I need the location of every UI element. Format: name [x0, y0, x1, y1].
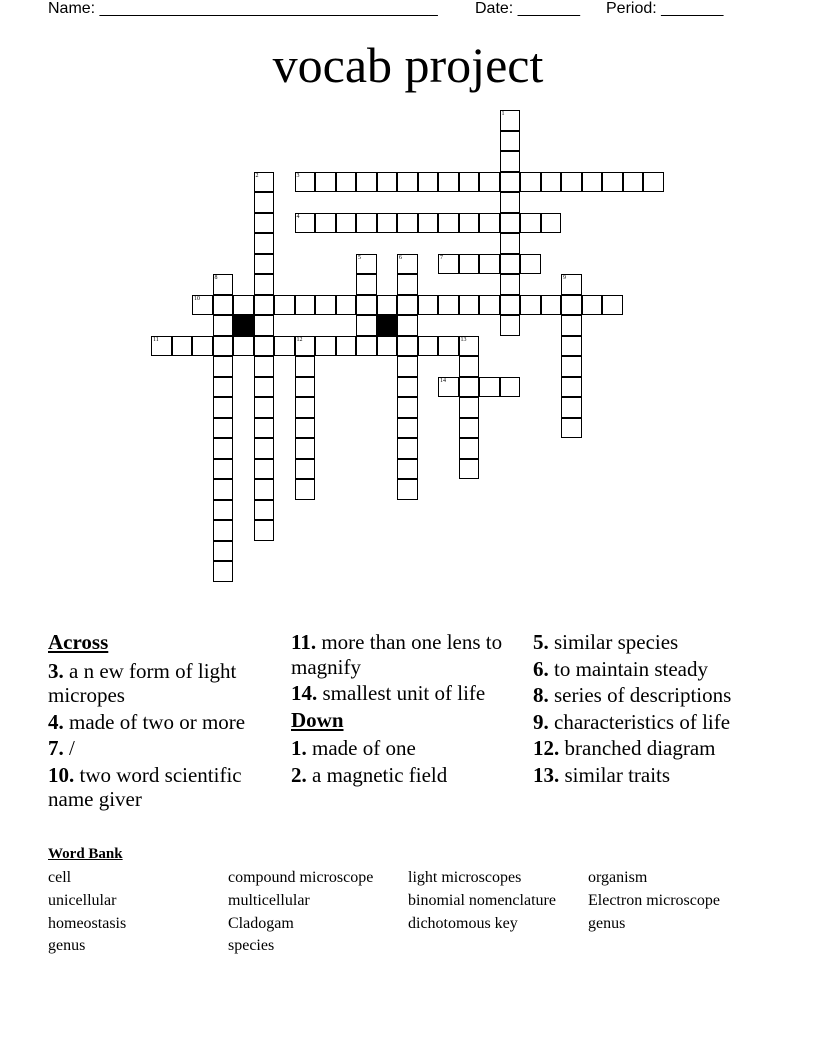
period-field: Period: _______ — [606, 0, 724, 17]
crossword-cell[interactable] — [336, 213, 357, 234]
crossword-cell[interactable] — [500, 254, 521, 275]
word-bank-item: cell — [48, 869, 72, 886]
crossword-cell[interactable] — [315, 336, 336, 357]
crossword-cell[interactable] — [500, 233, 521, 254]
clue-across-4: 4. made of two or more — [48, 709, 246, 734]
crossword-cell[interactable] — [295, 172, 316, 193]
crossword-cell[interactable] — [520, 213, 541, 234]
clue-number: 11 — [153, 336, 159, 343]
name-field: Name: ______________________________________ — [48, 0, 438, 17]
crossword-cell[interactable] — [541, 213, 562, 234]
crossword-cell[interactable] — [500, 295, 521, 316]
word-bank-item: species — [228, 937, 275, 955]
crossword-cell[interactable] — [500, 192, 521, 213]
crossword-cell[interactable] — [602, 295, 623, 316]
crossword-cell[interactable] — [500, 172, 521, 193]
crossword-cell[interactable] — [397, 459, 418, 480]
word-bank-item: organism — [588, 869, 648, 886]
crossword-cell[interactable] — [397, 172, 418, 193]
clue-number: 8 — [214, 275, 218, 281]
crossword-cell[interactable] — [295, 295, 316, 316]
crossword-cell[interactable] — [397, 336, 418, 357]
crossword-cell[interactable] — [213, 356, 234, 377]
crossword-cell[interactable] — [459, 418, 480, 439]
crossword-cell[interactable] — [295, 438, 316, 459]
crossword-cell[interactable] — [500, 151, 521, 172]
crossword-cell[interactable] — [397, 356, 418, 377]
crossword-cell[interactable] — [254, 356, 275, 377]
crossword-cell[interactable] — [582, 295, 603, 316]
crossword-cell[interactable] — [438, 336, 459, 357]
crossword-cell[interactable] — [500, 377, 521, 398]
crossword-cell[interactable] — [213, 397, 234, 418]
crossword-cell[interactable] — [438, 213, 459, 234]
crossword-cell[interactable] — [397, 418, 418, 439]
crossword-cell[interactable] — [561, 418, 582, 439]
clue-down-5: 5. similar species — [533, 630, 679, 654]
clue-number: 2 — [255, 172, 259, 179]
crossword-cell[interactable] — [561, 377, 582, 398]
word-bank-item: compound microscope — [228, 869, 374, 886]
crossword-cell[interactable] — [295, 418, 316, 439]
word-bank-item: binomial nomenclature — [408, 891, 556, 909]
crossword-cell[interactable] — [541, 172, 562, 193]
crossword-cell[interactable] — [192, 336, 213, 357]
word-bank-column-3 — [408, 867, 556, 935]
clue-number: 10 — [194, 295, 200, 302]
crossword-cell[interactable] — [520, 254, 541, 275]
clue-number: 5 — [358, 254, 361, 261]
crossword-cell[interactable] — [213, 520, 234, 541]
crossword-cell[interactable] — [213, 274, 234, 295]
crossword-cell[interactable] — [295, 336, 316, 357]
crossword-cell[interactable] — [397, 254, 418, 275]
crossword-cell[interactable] — [459, 213, 480, 234]
crossword-cell[interactable] — [315, 172, 336, 193]
crossword-cell[interactable] — [459, 254, 480, 275]
clue-across-3: 3. a n ew form of light micropes — [48, 658, 237, 707]
crossword-cell[interactable] — [213, 459, 234, 480]
across-heading: Across — [48, 630, 109, 654]
clue-down-12: 12. branched diagram — [533, 736, 716, 760]
crossword-cell[interactable] — [213, 541, 234, 562]
word-bank-item: Cladogam — [228, 914, 294, 932]
crossword-black-cell — [233, 315, 254, 336]
crossword-cell[interactable] — [254, 418, 275, 439]
crossword-cell[interactable] — [213, 336, 234, 357]
crossword-cell[interactable] — [418, 336, 439, 357]
crossword-cell[interactable] — [500, 131, 521, 152]
clues-column-2 — [291, 630, 521, 789]
crossword-cell[interactable] — [602, 172, 623, 193]
word-bank-column-1 — [48, 867, 126, 958]
crossword-cell[interactable] — [151, 336, 172, 357]
crossword-cell[interactable] — [192, 295, 213, 316]
clue-down-13: 13. similar traits — [533, 762, 671, 787]
crossword-cell[interactable] — [336, 336, 357, 357]
crossword-cell[interactable] — [295, 356, 316, 377]
word-bank-item: Electron microscope — [588, 891, 720, 909]
down-heading: Down — [291, 707, 344, 732]
clue-number: 14 — [440, 377, 446, 384]
clue-number: 6 — [399, 254, 402, 261]
crossword-cell[interactable] — [254, 254, 275, 275]
crossword-cell[interactable] — [397, 295, 418, 316]
crossword-cell[interactable] — [377, 336, 398, 357]
crossword-cell[interactable] — [315, 213, 336, 234]
crossword-cell[interactable] — [254, 500, 275, 521]
clue-number: 4 — [296, 213, 300, 220]
crossword-cell[interactable] — [397, 397, 418, 418]
word-bank-column-4 — [588, 867, 720, 935]
crossword-black-cell — [377, 315, 398, 336]
crossword-cell[interactable] — [561, 397, 582, 418]
crossword-cell[interactable] — [274, 336, 295, 357]
clue-number: 1 — [501, 111, 505, 117]
crossword-cell[interactable] — [213, 315, 234, 336]
crossword-cell[interactable] — [233, 295, 254, 316]
crossword-cell[interactable] — [254, 479, 275, 500]
crossword-cell[interactable] — [500, 315, 521, 336]
clue-down-9: 9. characteristics of life — [533, 709, 731, 734]
word-bank-item: genus — [588, 914, 626, 932]
clue-number: 3 — [296, 172, 300, 179]
crossword-cell[interactable] — [418, 213, 439, 234]
word-bank-item: multicellular — [228, 891, 310, 909]
crossword-cell[interactable] — [479, 377, 500, 398]
clue-down-8: 8. series of descriptions — [533, 683, 732, 707]
clue-across-10: 10. two word scientific name giver — [48, 762, 242, 811]
crossword-cell[interactable] — [254, 397, 275, 418]
crossword-cell[interactable] — [397, 479, 418, 500]
crossword-cell[interactable] — [500, 213, 521, 234]
clue-across-7: 7. / — [48, 736, 75, 760]
crossword-cell[interactable] — [356, 274, 377, 295]
clue-number: 12 — [296, 336, 303, 343]
crossword-cell[interactable] — [315, 295, 336, 316]
crossword-cell[interactable] — [459, 336, 480, 357]
crossword-cell[interactable] — [213, 377, 234, 398]
clue-number: 9 — [563, 275, 566, 281]
crossword-cell[interactable] — [295, 213, 316, 234]
crossword-cell[interactable] — [459, 459, 480, 480]
crossword-cell[interactable] — [418, 295, 439, 316]
crossword-cell[interactable] — [623, 172, 644, 193]
date-field: Date: _______ — [475, 0, 580, 17]
crossword-cell[interactable] — [438, 377, 459, 398]
crossword-cell[interactable] — [295, 459, 316, 480]
crossword-cell[interactable] — [213, 418, 234, 439]
crossword-cell[interactable] — [479, 254, 500, 275]
crossword-cell[interactable] — [172, 336, 193, 357]
crossword-cell[interactable] — [438, 254, 459, 275]
crossword-cell[interactable] — [233, 336, 254, 357]
crossword-cell[interactable] — [418, 172, 439, 193]
crossword-cell[interactable] — [254, 315, 275, 336]
crossword-cell[interactable] — [377, 172, 398, 193]
crossword-cell[interactable] — [582, 172, 603, 193]
page-title: vocab project — [272, 37, 544, 93]
crossword-cell[interactable] — [356, 172, 377, 193]
crossword-cell[interactable] — [274, 295, 295, 316]
crossword-cell[interactable] — [254, 213, 275, 234]
crossword-cell[interactable] — [397, 438, 418, 459]
word-bank-column-2 — [228, 867, 373, 958]
crossword-cell[interactable] — [561, 274, 582, 295]
crossword-cell[interactable] — [479, 295, 500, 316]
crossword-cell[interactable] — [377, 213, 398, 234]
word-bank-item: dichotomous key — [408, 914, 518, 932]
crossword-cell[interactable] — [459, 397, 480, 418]
crossword-cell[interactable] — [213, 561, 234, 582]
clues-column-3 — [533, 630, 773, 789]
crossword-cell[interactable] — [438, 172, 459, 193]
clue-down-1: 1. made of one — [291, 736, 416, 760]
crossword-cell[interactable] — [397, 377, 418, 398]
crossword-cell[interactable] — [459, 356, 480, 377]
crossword-cell[interactable] — [500, 110, 521, 131]
crossword-cell[interactable] — [336, 172, 357, 193]
crossword-cell[interactable] — [397, 213, 418, 234]
crossword-cell[interactable] — [254, 520, 275, 541]
crossword-cell[interactable] — [643, 172, 664, 193]
crossword-cell[interactable] — [561, 336, 582, 357]
crossword-cell[interactable] — [541, 295, 562, 316]
crossword-cell[interactable] — [438, 295, 459, 316]
crossword-cell[interactable] — [295, 397, 316, 418]
crossword-cell[interactable] — [295, 479, 316, 500]
crossword-cell[interactable] — [213, 438, 234, 459]
crossword-cell[interactable] — [397, 315, 418, 336]
crossword-cell[interactable] — [356, 315, 377, 336]
crossword-cell[interactable] — [213, 295, 234, 316]
crossword-cell[interactable] — [254, 192, 275, 213]
crossword-cell[interactable] — [213, 500, 234, 521]
word-bank-item: genus — [48, 937, 86, 955]
crossword-cell[interactable] — [356, 254, 377, 275]
crossword-cell[interactable] — [254, 377, 275, 398]
crossword-cell[interactable] — [254, 274, 275, 295]
crossword-cell[interactable] — [459, 438, 480, 459]
crossword-cell[interactable] — [254, 438, 275, 459]
crossword-cell[interactable] — [397, 274, 418, 295]
crossword-cell[interactable] — [520, 295, 541, 316]
crossword-cell[interactable] — [356, 295, 377, 316]
crossword-cell[interactable] — [356, 336, 377, 357]
word-bank-item: light microscopes — [408, 869, 522, 886]
clue-number: 13 — [460, 336, 467, 343]
clue-across-14: 14. smallest unit of life — [291, 681, 486, 705]
crossword-cell[interactable] — [561, 295, 582, 316]
word-bank-item: homeostasis — [48, 914, 127, 932]
clue-down-6: 6. to maintain steady — [533, 656, 708, 681]
crossword-cell[interactable] — [254, 336, 275, 357]
clue-down-2: 2. a magnetic field — [291, 762, 448, 787]
crossword-cell[interactable] — [459, 377, 480, 398]
crossword-cell[interactable] — [459, 172, 480, 193]
crossword-cell[interactable] — [377, 295, 398, 316]
crossword-cell[interactable] — [561, 315, 582, 336]
clue-number: 7 — [440, 254, 443, 261]
word-bank-title: Word Bank — [48, 846, 123, 862]
crossword-cell[interactable] — [336, 295, 357, 316]
crossword-cell[interactable] — [254, 295, 275, 316]
crossword-cell[interactable] — [520, 172, 541, 193]
crossword-cell[interactable] — [213, 479, 234, 500]
crossword-cell[interactable] — [295, 377, 316, 398]
crossword-cell[interactable] — [254, 233, 275, 254]
crossword-cell[interactable] — [356, 213, 377, 234]
word-bank-item: unicellular — [48, 891, 117, 909]
clues-column-1 — [48, 630, 278, 814]
clue-across-11: 11. more than one lens to magnify — [291, 630, 503, 679]
crossword-cell[interactable] — [254, 172, 275, 193]
crossword-cell[interactable] — [254, 459, 275, 480]
crossword-cell[interactable] — [459, 295, 480, 316]
crossword-cell[interactable] — [561, 356, 582, 377]
crossword-cell[interactable] — [479, 213, 500, 234]
crossword-cell[interactable] — [561, 172, 582, 193]
crossword-cell[interactable] — [500, 274, 521, 295]
crossword-cell[interactable] — [479, 172, 500, 193]
